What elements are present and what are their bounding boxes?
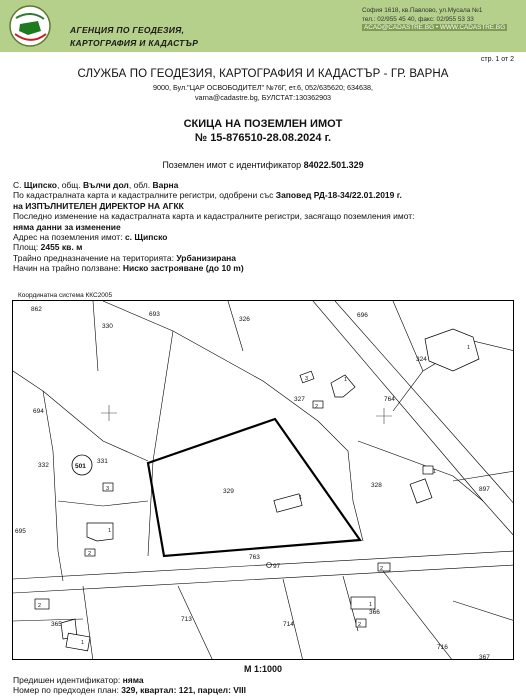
road-label: 763 [249, 554, 260, 561]
approval-label: По кадастралната карта и кадастралните регистри, одобрени със [13, 190, 276, 201]
usage-value: Ниско застрояване (до 10 m) [122, 263, 244, 274]
identifier-label: Поземлен имот с идентификатор [162, 160, 302, 170]
parcel-label: 328 [371, 482, 382, 489]
address-line [13, 232, 513, 242]
approval-by: на ИЗПЪЛНИТЕЛЕН ДИРЕКТОР НА АГКК [13, 200, 184, 211]
last-change-value: няма данни за изменение [13, 221, 121, 232]
parcel-label: 714 [283, 621, 294, 628]
building-label: 1 [344, 377, 348, 383]
prev-id-line [13, 675, 246, 685]
purpose-value: Урбанизирана [176, 252, 237, 263]
building-label: 1 [81, 640, 85, 646]
parcel-identifier [0, 160, 526, 170]
page-number: стр. 1 от 2 [480, 56, 514, 63]
parcel-label: 330 [102, 323, 113, 330]
parcel-label: 365 [51, 621, 62, 628]
point-label: 97 [273, 563, 281, 570]
approval-order: Заповед РД-18-34/22.01.2019 г. [275, 190, 402, 201]
address-label: Адрес на поземления имот: [13, 232, 125, 243]
approval-by-line [13, 201, 513, 211]
contact-address: София 1618, кв.Павлово, ул.Мусала №1 [362, 7, 483, 14]
village-name: Щипско [23, 180, 57, 190]
building-label: 1 [369, 602, 373, 608]
building-label: 1 [433, 469, 437, 475]
agency-contact [362, 7, 522, 33]
office-address-line1: 9000, Бул."ЦАР ОСВОБОДИТЕЛ" №76Г, ет.6, 052/635620; 634638, [152, 83, 373, 92]
parcel-label: 897 [479, 486, 490, 493]
cadastral-map [12, 300, 514, 660]
building-label: 1 [467, 345, 471, 351]
parcel-label: 694 [33, 408, 44, 415]
document-title: СКИЦА НА ПОЗЕМЛЕН ИМОТ [183, 118, 343, 130]
building-label: 2 [88, 551, 92, 557]
region-name: Варна [152, 180, 179, 190]
identifier-value: 84022.501.329 [303, 160, 364, 170]
prev-id-label: Предишен идентификатор: [13, 675, 123, 685]
prev-plan-value: 329, квартал: 121, парцел: VIII [121, 685, 247, 696]
prev-plan-label: Номер по предходен план: [13, 685, 122, 696]
parcel-label: 862 [31, 306, 42, 313]
address-value: с. Щипско [124, 232, 168, 243]
municipality-name: Вълчи дол [83, 180, 129, 190]
parcel-label: 696 [357, 312, 368, 319]
header-banner [0, 0, 526, 52]
location-sep2: , обл. [128, 180, 153, 190]
map-drawing [13, 301, 514, 660]
contact-phone: тел.: 02/955 45 40, факс: 02/955 53 33 [362, 15, 474, 23]
location-line [13, 180, 513, 190]
area-line [13, 242, 513, 252]
document-number: № 15-876510-28.08.2024 г. [194, 132, 332, 144]
prev-id-value: няма [122, 675, 144, 685]
location-prefix: С. [13, 180, 24, 190]
contact-web: ACAD@CADASTRE.BG • WWW.CADASTRE.BG [364, 24, 506, 32]
agency-line2: КАРТОГРАФИЯ И КАДАСТЪР [70, 38, 199, 48]
document-title-block [0, 117, 526, 145]
parcel-label: 367 [479, 654, 490, 660]
last-change-line [13, 222, 513, 232]
coordinate-system: Координатна система ККС2005 [18, 292, 113, 299]
purpose-label: Трайно предназначение на територията: [13, 252, 177, 263]
building-label: 2 [38, 603, 42, 609]
parcel-label: 332 [38, 462, 49, 469]
building-label: 2 [358, 622, 362, 628]
building-label: 2 [315, 404, 319, 410]
block-number: 501 [75, 463, 86, 470]
office-name: СЛУЖБА ПО ГЕОДЕЗИЯ, КАРТОГРАФИЯ И КАДАСТЪР - ГР. ВАРНА [77, 68, 449, 80]
building-label: 1 [299, 495, 303, 501]
agency-line1: АГЕНЦИЯ ПО ГЕОДЕЗИЯ, [70, 25, 185, 35]
last-change-label: Последно изменение на кадастралната карта и кадастралните регистри, засягащо поземления имот: [13, 211, 415, 222]
parcel-label: 693 [149, 311, 160, 318]
area-label: Площ: [13, 242, 41, 253]
parcel-label: 764 [384, 396, 395, 403]
building-label: 1 [108, 528, 112, 534]
area-value: 2455 кв. м [40, 242, 83, 253]
parcel-label: 716 [437, 644, 448, 651]
parcel-label: 331 [97, 458, 108, 465]
parcel-label: 326 [239, 316, 250, 323]
usage-label: Начин на трайно ползване: [13, 263, 123, 274]
subject-parcel [148, 419, 360, 556]
agency-name [70, 24, 198, 50]
usage-line [13, 263, 513, 273]
parcel-info [13, 180, 513, 274]
previous-identifiers [13, 675, 246, 696]
agency-logo [6, 4, 54, 48]
prev-plan-line [13, 685, 246, 695]
parcel-label: 324 [416, 356, 427, 363]
parcel-label: 713 [181, 616, 192, 623]
building-label: 2 [380, 566, 384, 572]
purpose-line [13, 253, 513, 263]
map-scale: М 1:1000 [243, 664, 283, 674]
parcel-label: 695 [15, 528, 26, 535]
approval-line [13, 190, 513, 200]
parcel-label: 366 [369, 609, 380, 616]
subject-parcel-label: 329 [223, 488, 234, 495]
parcel-label: 327 [294, 396, 305, 403]
building-label: 3 [106, 486, 110, 492]
office-address [0, 83, 526, 102]
office-address-line2: varna@cadastre.bg, БУЛСТАТ:130362903 [194, 92, 332, 102]
location-sep1: , общ. [56, 180, 84, 190]
building-label: 3 [305, 376, 309, 382]
